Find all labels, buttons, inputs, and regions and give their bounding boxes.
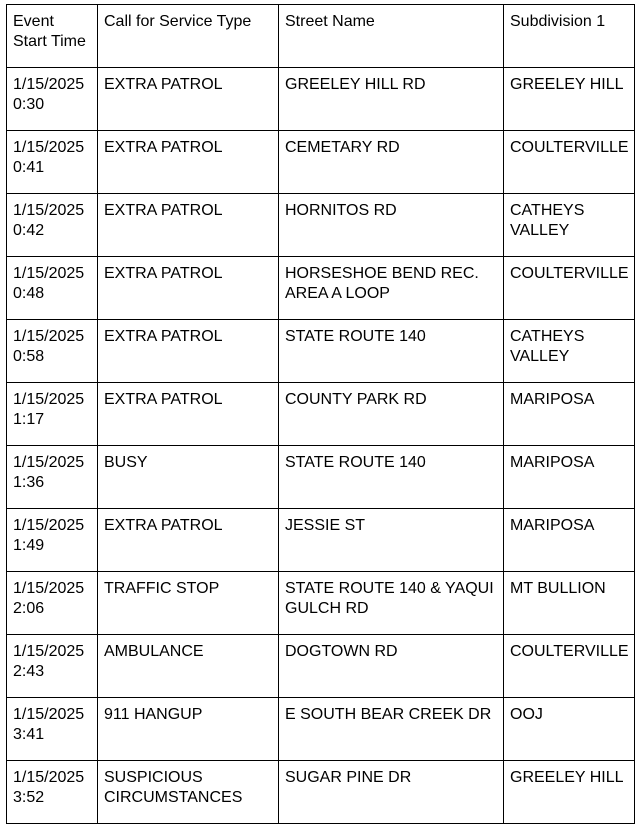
street-name-cell <box>279 194 504 257</box>
table-row <box>7 383 635 446</box>
call-type-cell <box>98 320 279 383</box>
call-type-cell <box>98 257 279 320</box>
event-date: 1/15/2025 <box>13 76 85 93</box>
street-name-cell <box>279 572 504 635</box>
call-type-cell <box>98 698 279 761</box>
event-start-time-cell <box>7 698 98 761</box>
table-row <box>7 320 635 383</box>
call-type-cell <box>98 509 279 572</box>
call-type-cell <box>98 194 279 257</box>
subdivision-line: OOJ <box>510 706 543 723</box>
event-date: 1/15/2025 <box>13 202 85 219</box>
call-type-line: EXTRA PATROL <box>104 391 223 408</box>
subdivision-line: MARIPOSA <box>510 517 595 534</box>
street-name-line: GREELEY HILL RD <box>285 76 426 93</box>
subdivision-cell <box>504 761 635 824</box>
event-time: 1:49 <box>13 537 45 554</box>
event-time: 0:41 <box>13 159 45 176</box>
event-date: 1/15/2025 <box>13 706 85 723</box>
event-date: 1/15/2025 <box>13 769 85 786</box>
event-time: 1:36 <box>13 474 45 491</box>
event-time: 3:52 <box>13 789 45 806</box>
header-subdivision <box>504 5 635 68</box>
event-start-time-cell <box>7 320 98 383</box>
subdivision-cell <box>504 509 635 572</box>
street-name-line: AREA A LOOP <box>285 285 390 302</box>
event-date: 1/15/2025 <box>13 643 85 660</box>
call-type-cell <box>98 383 279 446</box>
subdivision-line: CATHEYS <box>510 328 585 345</box>
street-name-line: HORNITOS RD <box>285 202 397 219</box>
header-street-name-label: Street Name <box>285 13 375 30</box>
call-type-cell <box>98 446 279 509</box>
street-name-cell <box>279 446 504 509</box>
event-start-time-cell <box>7 131 98 194</box>
table-row <box>7 761 635 824</box>
street-name-cell <box>279 635 504 698</box>
subdivision-line: MARIPOSA <box>510 454 595 471</box>
street-name-line: DOGTOWN RD <box>285 643 398 660</box>
call-type-line: CIRCUMSTANCES <box>104 789 243 806</box>
subdivision-cell <box>504 383 635 446</box>
subdivision-cell <box>504 635 635 698</box>
street-name-line: E SOUTH BEAR CREEK DR <box>285 706 492 723</box>
call-type-line: TRAFFIC STOP <box>104 580 220 597</box>
event-start-time-cell <box>7 68 98 131</box>
subdivision-line: COULTERVILLE <box>510 265 629 282</box>
event-start-time-cell <box>7 572 98 635</box>
event-time: 0:42 <box>13 222 45 239</box>
event-start-time-cell <box>7 446 98 509</box>
event-time: 3:41 <box>13 726 45 743</box>
event-time: 2:06 <box>13 600 45 617</box>
call-type-cell <box>98 761 279 824</box>
event-start-time-cell <box>7 761 98 824</box>
event-start-time-cell <box>7 383 98 446</box>
subdivision-cell <box>504 320 635 383</box>
event-time: 2:43 <box>13 663 45 680</box>
call-type-line: EXTRA PATROL <box>104 76 223 93</box>
event-start-time-cell <box>7 635 98 698</box>
header-subdivision-label: Subdivision 1 <box>510 13 606 30</box>
call-type-cell <box>98 635 279 698</box>
table-row <box>7 635 635 698</box>
header-row <box>7 5 635 68</box>
header-call-type-label: Call for Service Type <box>104 13 252 30</box>
call-type-line: 911 HANGUP <box>104 706 203 723</box>
subdivision-cell <box>504 68 635 131</box>
street-name-line: STATE ROUTE 140 & YAQUI <box>285 580 494 597</box>
call-type-line: EXTRA PATROL <box>104 139 223 156</box>
table-row <box>7 446 635 509</box>
header-street-name <box>279 5 504 68</box>
table-row <box>7 509 635 572</box>
call-type-cell <box>98 68 279 131</box>
header-event-start-time-line-1: Event <box>13 13 54 30</box>
event-date: 1/15/2025 <box>13 580 85 597</box>
subdivision-line: MARIPOSA <box>510 391 595 408</box>
event-start-time-cell <box>7 194 98 257</box>
call-type-line: EXTRA PATROL <box>104 517 223 534</box>
subdivision-cell <box>504 194 635 257</box>
subdivision-line: MT BULLION <box>510 580 606 597</box>
street-name-cell <box>279 509 504 572</box>
street-name-cell <box>279 257 504 320</box>
subdivision-cell <box>504 257 635 320</box>
event-start-time-cell <box>7 257 98 320</box>
event-time: 1:17 <box>13 411 45 428</box>
event-date: 1/15/2025 <box>13 391 85 408</box>
street-name-cell <box>279 383 504 446</box>
event-date: 1/15/2025 <box>13 517 85 534</box>
street-name-line: STATE ROUTE 140 <box>285 328 426 345</box>
table-row <box>7 257 635 320</box>
street-name-cell <box>279 131 504 194</box>
event-time: 0:48 <box>13 285 45 302</box>
subdivision-cell <box>504 698 635 761</box>
table-row <box>7 698 635 761</box>
street-name-line: GULCH RD <box>285 600 369 617</box>
subdivision-line: VALLEY <box>510 348 570 365</box>
event-time: 0:58 <box>13 348 45 365</box>
event-date: 1/15/2025 <box>13 265 85 282</box>
subdivision-line: CATHEYS <box>510 202 585 219</box>
table-row <box>7 194 635 257</box>
event-date: 1/15/2025 <box>13 139 85 156</box>
street-name-line: COUNTY PARK RD <box>285 391 427 408</box>
street-name-line: STATE ROUTE 140 <box>285 454 426 471</box>
table-row <box>7 68 635 131</box>
call-type-cell <box>98 572 279 635</box>
street-name-line: CEMETARY RD <box>285 139 400 156</box>
subdivision-line: COULTERVILLE <box>510 139 629 156</box>
table-body <box>7 68 635 824</box>
street-name-cell <box>279 320 504 383</box>
call-log-table <box>6 4 635 824</box>
street-name-line: HORSESHOE BEND REC. <box>285 265 479 282</box>
call-type-line: EXTRA PATROL <box>104 202 223 219</box>
call-type-cell <box>98 131 279 194</box>
header-event-start-time <box>7 5 98 68</box>
subdivision-cell <box>504 572 635 635</box>
table-row <box>7 131 635 194</box>
subdivision-line: COULTERVILLE <box>510 643 629 660</box>
subdivision-cell <box>504 131 635 194</box>
subdivision-line: VALLEY <box>510 222 570 239</box>
street-name-cell <box>279 698 504 761</box>
call-type-line: EXTRA PATROL <box>104 265 223 282</box>
call-type-line: SUSPICIOUS <box>104 769 203 786</box>
call-type-line: BUSY <box>104 454 148 471</box>
event-time: 0:30 <box>13 96 45 113</box>
subdivision-cell <box>504 446 635 509</box>
event-date: 1/15/2025 <box>13 454 85 471</box>
call-type-line: EXTRA PATROL <box>104 328 223 345</box>
header-call-type <box>98 5 279 68</box>
header-event-start-time-line-2: Start Time <box>13 33 86 50</box>
event-date: 1/15/2025 <box>13 328 85 345</box>
street-name-cell <box>279 761 504 824</box>
street-name-line: SUGAR PINE DR <box>285 769 412 786</box>
subdivision-line: GREELEY HILL <box>510 76 624 93</box>
event-start-time-cell <box>7 509 98 572</box>
subdivision-line: GREELEY HILL <box>510 769 624 786</box>
call-type-line: AMBULANCE <box>104 643 204 660</box>
table-row <box>7 572 635 635</box>
street-name-line: JESSIE ST <box>285 517 366 534</box>
table-header <box>7 5 635 68</box>
street-name-cell <box>279 68 504 131</box>
